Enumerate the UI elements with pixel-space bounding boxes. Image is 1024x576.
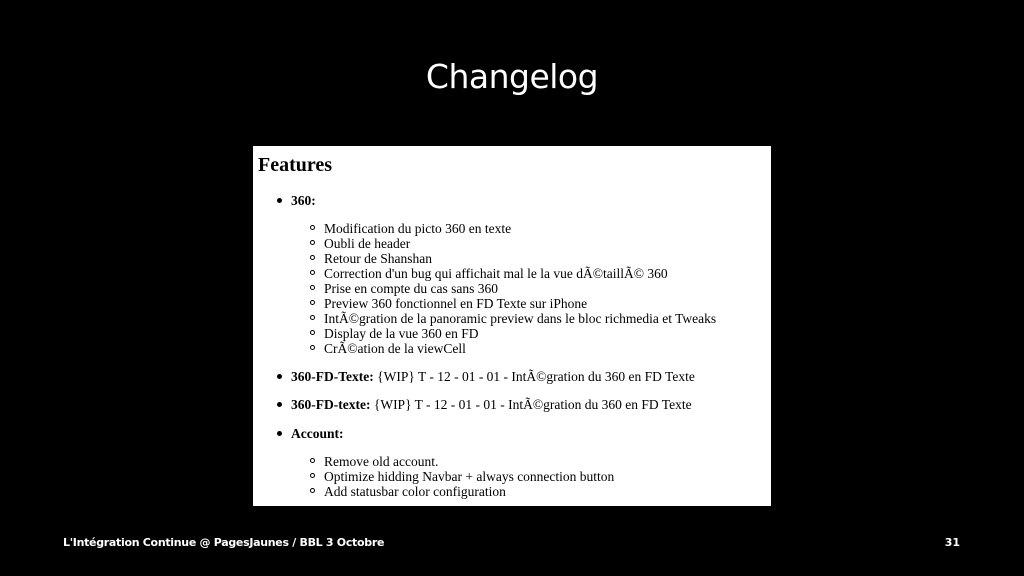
slide-title: Changelog (425, 57, 599, 96)
bullet-ring-icon (310, 225, 315, 230)
group-key: 360: (291, 193, 316, 208)
bullet-ring-icon (310, 330, 315, 335)
bullet-ring-icon (310, 315, 315, 320)
changelog-heading: Features (258, 154, 333, 176)
group-key: 360-FD-Texte: (291, 369, 374, 384)
group-key: Account: (291, 426, 344, 441)
group-text: {WIP} T - 12 - 01 - 01 - IntÃ©gration du 360 en FD Texte (377, 369, 695, 384)
bullet-ring-icon (310, 345, 315, 350)
bullet-ring-icon (310, 270, 315, 275)
bullet-ring-icon (310, 240, 315, 245)
bullet-ring-icon (310, 300, 315, 305)
bullet-ring-icon (310, 255, 315, 260)
page-number: 31 (944, 536, 960, 549)
bullet-dot-icon (277, 402, 282, 407)
bullet-ring-icon (310, 285, 315, 290)
group-text: {WIP} T - 12 - 01 - 01 - IntÃ©gration du 360 en FD Texte (373, 397, 692, 412)
group-key: 360-FD-texte: (291, 397, 371, 412)
bullet-ring-icon (310, 473, 315, 478)
bullet-dot-icon (277, 431, 282, 436)
bullet-ring-icon (310, 488, 315, 493)
slide-footer: L'Intégration Continue @ PagesJaunes / BBL 3 Octobre (63, 536, 385, 549)
bullet-dot-icon (277, 198, 282, 203)
bullet-ring-icon (310, 458, 315, 463)
changelog-panel: Features 360: Modification du picto 360 en texte Oubli de header Retour de Shanshan Correction d'un bug qui affichait mal le la vue dÃ©taillÃ© 360 Prise en compte du cas sans 360 Preview 360 fonctionnel en FD Texte sur iPhone IntÃ©gration de la panoramic preview dans le bloc richmedia et Tweaks Display de la vue 360 en FD CrÃ©ation de la viewCell 360-FD-Texte: {WIP} T - 12 - 01 - 01 - IntÃ©gration du 360 en FD Texte 360-FD-texte: {WIP} T - 12 - 01 - 01 - IntÃ©gration du 360 en FD Texte Account: Remove old account. Optimize hidding Navbar + always connection button Add statusbar color configuration (253, 146, 771, 506)
bullet-dot-icon (277, 374, 282, 379)
